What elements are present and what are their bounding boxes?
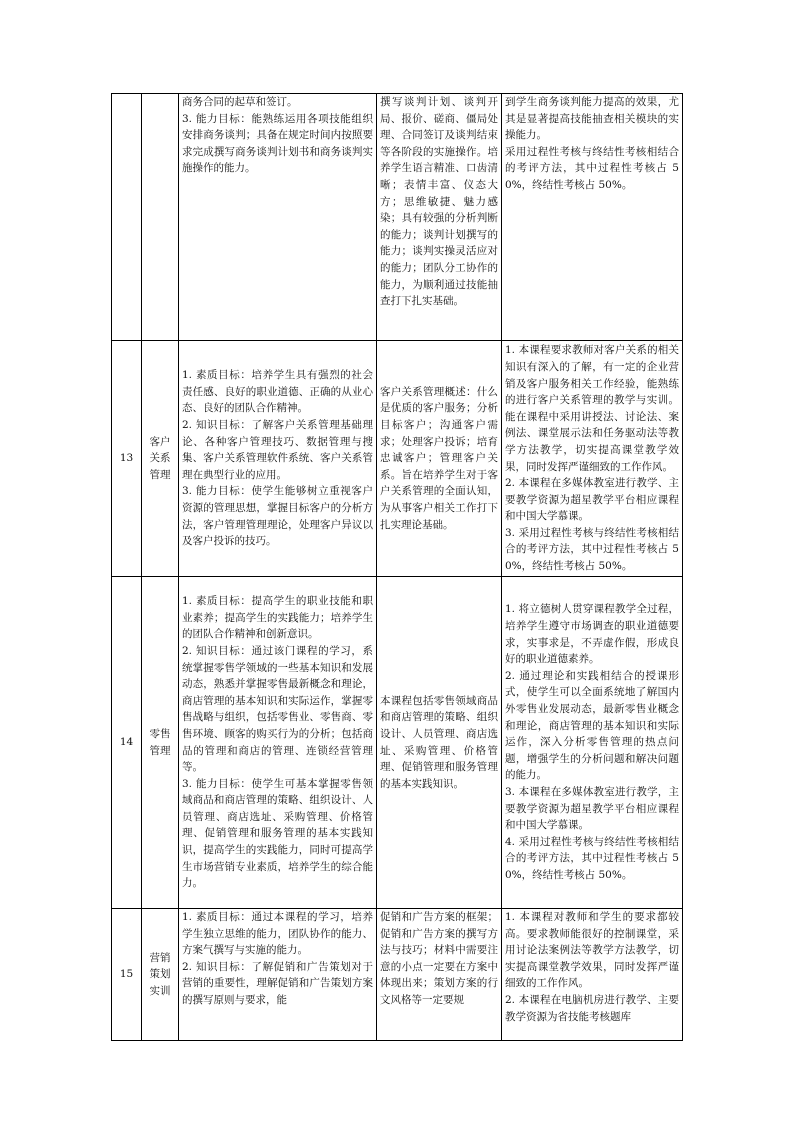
course-goals [179, 341, 377, 577]
course-number [112, 94, 142, 341]
goal-item: 1. 素质目标：培养学生具有强烈的社会责任感、良好的职业道德、正确的从业心态、良好的团队合作精神。 [182, 369, 373, 415]
goal-item: 3. 能力目标：使学生可基本掌握零售领域商品和商店管理的策略、组织设计、人员管理、商店选址、采购管理、价格管理、促销管理和服务管理的基本实践知识，提高学生的实践能力，同时可提高学生市场营销专业素质，培养学生的综合能力。 [182, 777, 373, 890]
requirement-item: 1. 将立德树人贯穿课程教学全过程，培养学生遵守市场调查的职业道德要求，实事求是，不弄虚作假，形成良好的职业道德素养。 [505, 603, 679, 666]
course-name: 零售管理 [142, 577, 179, 909]
course-goals [179, 577, 377, 909]
course-requirements [502, 94, 683, 341]
requirement-item: 2. 本课程在多媒体教室进行教学、主要教学资源为超星教学平台相应课程和中国大学慕课。 [505, 477, 679, 523]
course-table [111, 93, 683, 1041]
course-name: 营销策划实训 [142, 909, 179, 1041]
goal-item: 2. 知识目标：了解促销和广告策划对于营销的重要性，理解促销和广告策划方案的撰写原则与要求，能 [182, 960, 373, 1006]
goal-item: 3. 能力目标：使学生能够树立重视客户资源的管理思想，掌握目标客户的分析方法，客户管理管理理论，处理客户异议以及客户投诉的技巧。 [182, 485, 373, 548]
requirement-item: 3. 本课程在多媒体教室进行教学，主要教学资源为超星教学平台相应课程和中国大学慕课。 [505, 785, 679, 832]
course-requirements [502, 577, 683, 909]
goal-item: 2. 知识目标：通过该门课程的学习，系统掌握零售学领域的一些基本知识和发展动态，熟悉并掌握零售最新概念和理论，商店管理的基本知识和实际运作，掌握零售战略与组织，包括零售业、零售商、零售环境、顾客的购买行为的分析；包括商品的管理和商店的管理、连锁经营管理等。 [182, 644, 373, 774]
requirement-item: 4. 采用过程性考核与终结性考核相结合的考评方法，其中过程性考核占 50%，终结性考核占 50%。 [505, 835, 679, 881]
course-name [142, 94, 179, 341]
requirement-item: 1. 本课程要求教师对客户关系的相关知识有深入的了解，有一定的企业营销及客户服务相关工作经验，能熟练的进行客户关系管理的教学与实训。能在课程中采用讲授法、讨论法、案例法、课堂展示法和任务驱动法等教学方法教学，切实提高课堂教学效果，同时发挥严谨细致的工作作风。 [505, 344, 679, 473]
goal-item: 1. 素质目标：通过本课程的学习，培养学生独立思维的能力，团队协作的能力、方案气撰写与实施的能力。 [182, 911, 373, 957]
table-row [112, 341, 683, 577]
table-row [112, 94, 683, 341]
course-requirements [502, 341, 683, 577]
goal-item: 3. 能力目标：能熟练运用各项技能组织安排商务谈判；具备在规定时间内按照要求完成撰写商务谈判计划书和商务谈判实施操作的能力。 [182, 112, 373, 175]
course-goals [179, 909, 377, 1041]
course-content: 本课程包括零售领域商品和商店管理的策略、组织设计、人员管理、商店选址、采购管理、价格管理、促销管理和服务管理的基本实践知识。 [377, 577, 502, 909]
goal-item: 2. 知识目标：了解客户关系管理基础理论、各种客户管理技巧、数据管理与搜集、客户关系管理软件系统、客户关系管理在典型行业的应用。 [182, 419, 373, 481]
table-row [112, 909, 683, 1041]
course-number: 13 [112, 341, 142, 577]
course-content: 促销和广告方案的框架；促销和广告方案的撰写方法与技巧；材料中需要注意的小点一定要在方案中体现出来；策划方案的行文风格等一定要规 [377, 909, 502, 1041]
requirement-item: 2. 通过理论和实践相结合的授课形式，使学生可以全面系统地了解国内外零售业发展动态，最新零售业概念和理论，商店管理的基本知识和实际运作，深入分析零售管理的热点问题，增强学生的分析问题和解决问题的能力。 [505, 669, 679, 782]
requirement-item: 3. 采用过程性考核与终结性考核相结合的考评方法，其中过程性考核占 50%，终结性考核占 50%。 [505, 526, 679, 573]
course-name: 客户关系管理 [142, 341, 179, 577]
course-number: 14 [112, 577, 142, 909]
goal-item: 1. 素质目标：提高学生的职业技能和职业素养；提高学生的实践能力；培养学生的团队合作精神和创新意识。 [182, 595, 373, 641]
course-number: 15 [112, 909, 142, 1041]
course-content: 客户关系管理概述：什么是优质的客户服务；分析目标客户；沟通客户需求；处理客户投诉；培育忠诚客户；管理客户关系。旨在培养学生对于客户关系管理的全面认知，为从事客户相关工作打下扎实理论基础。 [377, 341, 502, 577]
requirement-item: 采用过程性考核与终结性考核相结合的考评方法，其中过程性考核占 50%，终结性考核占 50%。 [505, 145, 679, 191]
requirement-item: 2. 本课程在电脑机房进行教学、主要教学资源为省技能考核题库 [505, 993, 679, 1023]
course-requirements [502, 909, 683, 1041]
goal-item: 商务合同的起草和签订。 [182, 96, 298, 108]
course-goals [179, 94, 377, 341]
course-content: 撰写谈判计划、谈判开局、报价、磋商、僵局处理、合同签订及谈判结束等各阶段的实施操作。培养学生语言精准、口齿清晰；表情丰富、仪态大方；思维敏捷、魅力感染；具有较强的分析判断的能力；谈判计划撰写的能力；谈判实操灵活应对的能力；团队分工协作的能力，为顺利通过技能抽查打下扎实基础。 [377, 94, 502, 341]
table-row [112, 577, 683, 909]
requirement-item: 1. 本课程对教师和学生的要求都较高。要求教师能很好的控制课堂，采用讨论法案例法等教学方法教学，切实提高课堂教学效果，同时发挥严谨细致的工作作风。 [505, 911, 679, 990]
requirement-item: 到学生商务谈判能力提高的效果，尤其是显著提高技能抽查相关模块的实操能力。 [505, 96, 679, 142]
